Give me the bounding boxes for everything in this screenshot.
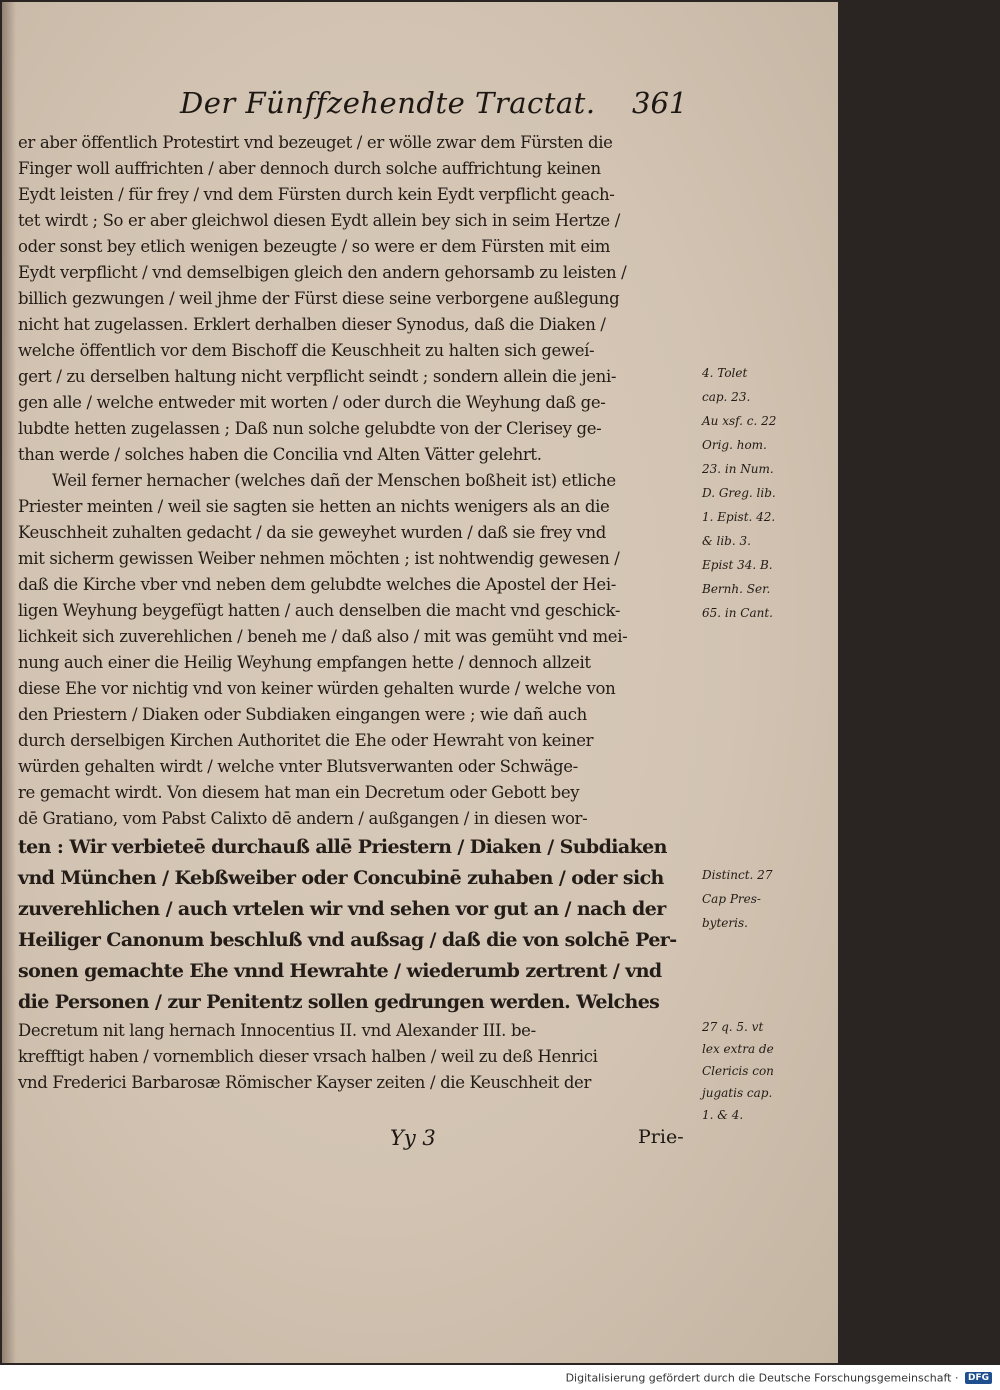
text-line: ligen Weyhung beygefügt hatten / auch denselben die macht vnd geschick-: [18, 601, 621, 620]
text-line: vnd Frederici Barbarosæ Römischer Kayser zeiten / die Keuschheit der: [18, 1073, 591, 1092]
marginal-note: Clericis con: [702, 1064, 774, 1078]
marginal-note: byteris.: [702, 916, 748, 930]
text-line: krefftigt haben / vornemblich dieser vrsach halben / weil zu deß Henrici: [18, 1047, 598, 1066]
text-line: Keuschheit zuhalten gedacht / da sie geweyhet wurden / daß sie frey vnd: [18, 523, 607, 542]
signature-mark: Yy 3: [390, 1126, 436, 1150]
marginal-note: 23. in Num.: [702, 462, 774, 476]
page-number: 361: [632, 86, 688, 120]
body-text: [18, 130, 698, 1096]
marginal-note: 1. Epist. 42.: [702, 510, 776, 524]
text-line: gert / zu derselben haltung nicht verpflicht seindt ; sondern allein die jeni-: [18, 367, 617, 386]
text-line: sonen gemachte Ehe vnnd Hewrahte / wiederumb zertrent / vnd: [18, 960, 662, 982]
marginal-note: cap. 23.: [702, 390, 751, 404]
marginal-note: Orig. hom.: [702, 438, 767, 452]
text-line: billich gezwungen / weil jhme der Fürst diese seine verborgene außlegung: [18, 289, 620, 308]
text-line: daß die Kirche vber vnd neben dem gelubdte welches die Apostel der Hei-: [18, 575, 616, 594]
text-line: er aber öffentlich Protestirt vnd bezeuget / er wölle zwar dem Fürsten die: [18, 133, 613, 152]
text-line: nicht hat zugelassen. Erklert derhalben dieser Synodus, daß die Diaken /: [18, 315, 606, 334]
text-line: dē Gratiano, vom Pabst Calixto dē andern / außgangen / in diesen wor-: [18, 809, 588, 828]
text-line: Weil ferner hernacher (welches dañ der Menschen boßheit ist) etliche: [52, 471, 616, 490]
text-line: Eydt leisten / für frey / vnd dem Fürsten durch kein Eydt verpflicht geach-: [18, 185, 615, 204]
text-line: mit sicherm gewissen Weiber nehmen möchten ; ist nohtwendig gewesen /: [18, 549, 620, 568]
text-line: den Priestern / Diaken oder Subdiaken eingangen were ; wie dañ auch: [18, 705, 587, 724]
text-line: würden gehalten wirdt / welche vnter Blutsverwanten oder Schwäge-: [18, 757, 578, 776]
marginal-note: 4. Tolet: [702, 366, 748, 380]
text-line: ten : Wir verbieteē durchauß allē Priestern / Diaken / Subdiaken: [18, 836, 667, 858]
catchword: Prie-: [638, 1126, 684, 1148]
marginal-note: Cap Pres-: [702, 892, 761, 906]
funding-credit: [566, 1371, 992, 1385]
text-line: tet wirdt ; So er aber gleichwol diesen Eydt allein bey sich in seim Hertze /: [18, 211, 620, 230]
marginal-note: 1. & 4.: [702, 1108, 744, 1122]
marginal-note: jugatis cap.: [702, 1086, 773, 1100]
marginal-note: Distinct. 27: [702, 868, 773, 882]
text-line: than werde / solches haben die Concilia vnd Alten Vätter gelehrt.: [18, 445, 542, 464]
text-line: Heiliger Canonum beschluß vnd außsag / daß die von solchē Per-: [18, 929, 677, 951]
text-line: nung auch einer die Heilig Weyhung empfangen hette / dennoch allzeit: [18, 653, 591, 672]
text-line: durch derselbigen Kirchen Authoritet die Ehe oder Hewraht von keiner: [18, 731, 594, 750]
marginal-note: Bernh. Ser.: [702, 582, 771, 596]
text-line: welche öffentlich vor dem Bischoff die Keuschheit zu halten sich geweí-: [18, 341, 595, 360]
marginal-note: Au xsf. c. 22: [702, 414, 777, 428]
text-line: zuverehlichen / auch vrtelen wir vnd sehen vor gut an / nach der: [18, 898, 666, 920]
text-line: gen alle / welche entweder mit worten / oder durch die Weyhung daß ge-: [18, 393, 606, 412]
text-line: diese Ehe vor nichtig vnd von keiner würden gehalten wurde / welche von: [18, 679, 616, 698]
text-line: Eydt verpflicht / vnd demselbigen gleich den andern gehorsamb zu leisten /: [18, 263, 627, 282]
marginal-note: lex extra de: [702, 1042, 774, 1056]
dfg-logo-icon: DFG: [965, 1372, 992, 1384]
marginal-note: 65. in Cant.: [702, 606, 773, 620]
text-line: oder sonst bey etlich wenigen bezeugte / so were er dem Fürsten mit eim: [18, 237, 611, 256]
text-line: lubdte hetten zugelassen ; Daß nun solche gelubdte von der Clerisey ge-: [18, 419, 602, 438]
text-line: Decretum nit lang hernach Innocentius II. vnd Alexander III. be-: [18, 1021, 536, 1040]
marginal-note: & lib. 3.: [702, 534, 751, 548]
text-line: vnd München / Kebßweiber oder Concubinē zuhaben / oder sich: [18, 867, 664, 889]
page-footer: [2, 1120, 838, 1160]
text-line: re gemacht wirdt. Von diesem hat man ein Decretum oder Gebott bey: [18, 783, 580, 802]
text-line: die Personen / zur Penitentz sollen gedrungen werden. Welches: [18, 991, 660, 1013]
page-header: [2, 80, 838, 120]
running-title: Der Fünffzehendte Tractat.: [180, 86, 596, 120]
credit-text: Digitalisierung gefördert durch die Deutsche Forschungsgemeinschaft ·: [565, 1371, 959, 1385]
book-page: [2, 2, 838, 1363]
marginal-note: 27 q. 5. vt: [702, 1020, 764, 1034]
marginal-note: D. Greg. lib.: [702, 486, 776, 500]
text-line: lichkeit sich zuverehlichen / beneh me / daß also / mit was gemüht vnd mei-: [18, 627, 628, 646]
text-line: Finger woll auffrichten / aber dennoch durch solche auffrichtung keinen: [18, 159, 601, 178]
marginal-note: Epist 34. B.: [702, 558, 773, 572]
text-line: Priester meinten / weil sie sagten sie hetten an nichts wenigers als an die: [18, 497, 610, 516]
